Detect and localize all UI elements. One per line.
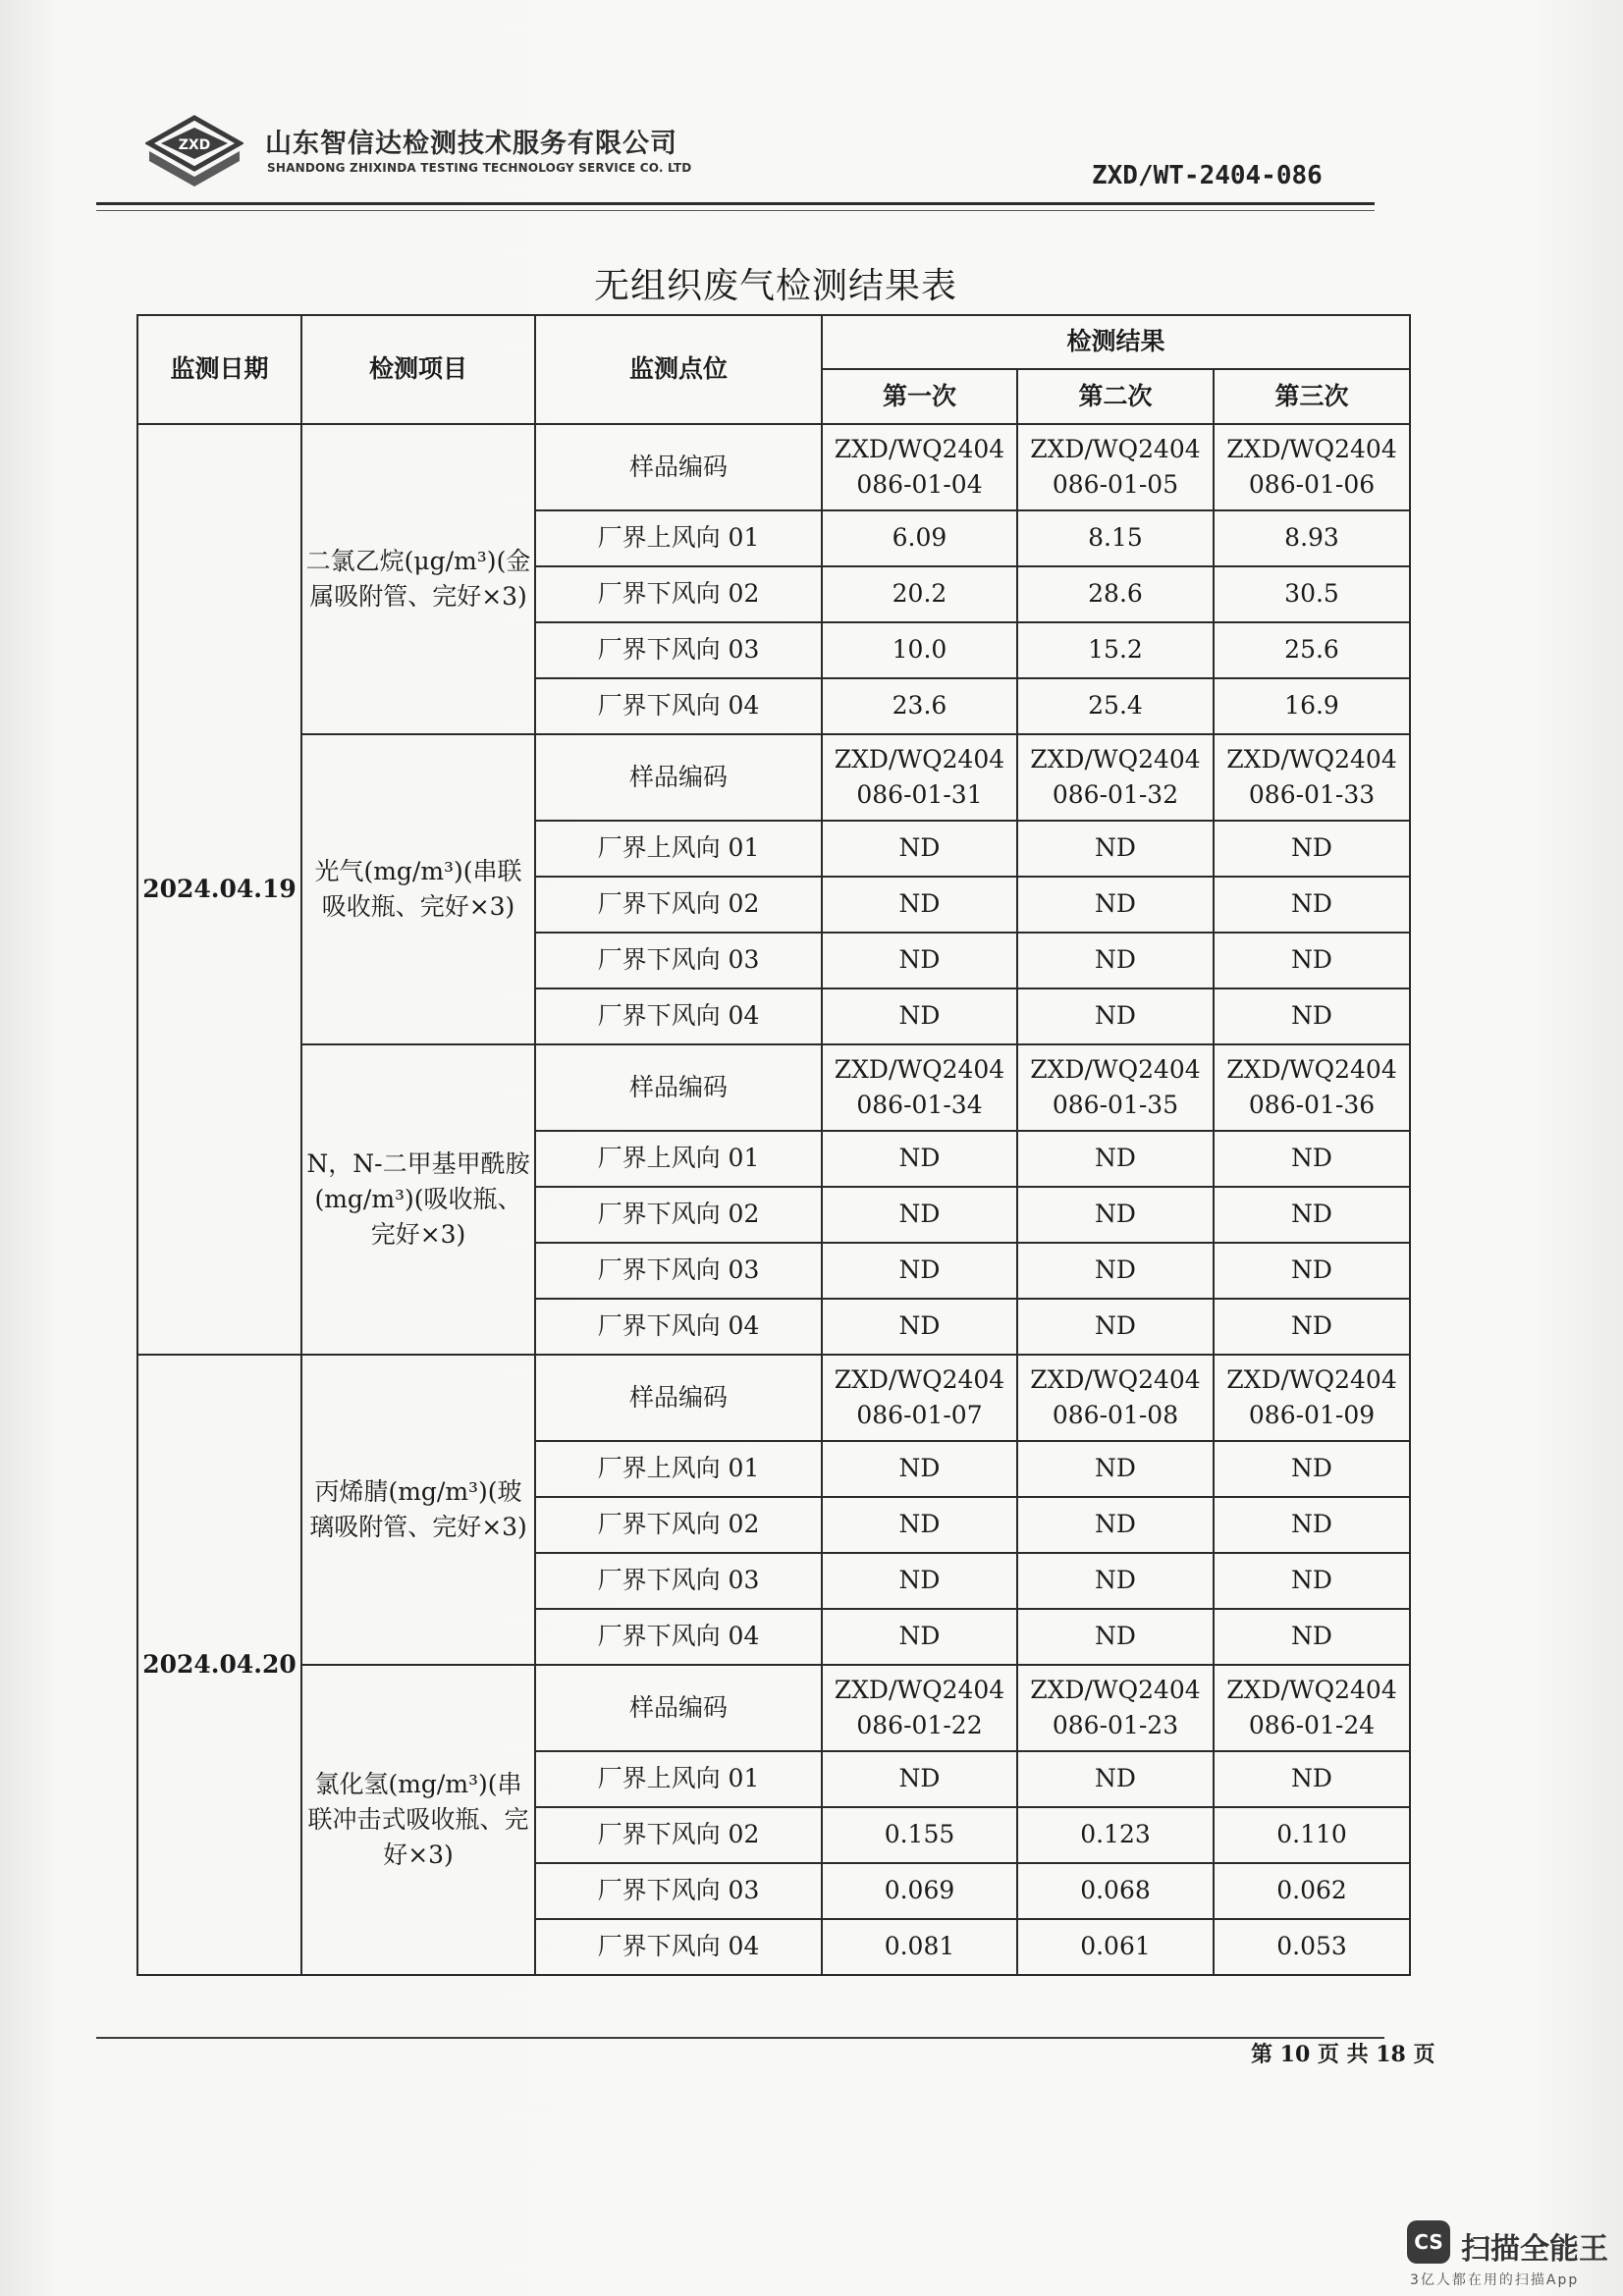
monitoring-point: 厂界下风向 04	[535, 988, 822, 1044]
test-item: 丙烯腈(mg/m³)(玻璃吸附管、完好×3)	[301, 1355, 535, 1665]
result-value: ND	[1214, 1187, 1410, 1243]
header-point: 监测点位	[535, 315, 822, 424]
monitoring-point: 厂界上风向 01	[535, 821, 822, 877]
result-value: 0.061	[1017, 1919, 1214, 1975]
scanner-app-name: 扫描全能王	[1461, 2232, 1608, 2267]
result-value: ND	[1214, 821, 1410, 877]
result-value: ND	[1214, 877, 1410, 933]
test-item: N，N-二甲基甲酰胺(mg/m³)(吸收瓶、完好×3)	[301, 1044, 535, 1355]
monitoring-point: 厂界下风向 04	[535, 1299, 822, 1355]
result-value: 23.6	[822, 678, 1017, 734]
sample-code: ZXD/WQ2404 086-01-36	[1214, 1044, 1410, 1131]
monitoring-point: 厂界下风向 02	[535, 1807, 822, 1863]
monitoring-point: 厂界下风向 03	[535, 622, 822, 678]
sample-code-label: 样品编码	[535, 424, 822, 510]
company-name-cn: 山东智信达检测技术服务有限公司	[265, 129, 677, 159]
scanner-tagline: 3亿人都在用的扫描App	[1410, 2272, 1580, 2288]
sample-code-label: 样品编码	[535, 1665, 822, 1751]
result-value: ND	[1017, 988, 1214, 1044]
result-value: ND	[1214, 1751, 1410, 1807]
monitoring-point: 厂界下风向 02	[535, 1187, 822, 1243]
result-value: 28.6	[1017, 566, 1214, 622]
sample-code: ZXD/WQ2404 086-01-05	[1017, 424, 1214, 510]
monitoring-date: 2024.04.20	[137, 1355, 301, 1975]
report-number: ZXD/WT-2404-086	[1092, 161, 1323, 190]
test-item: 二氯乙烷(μg/m³)(金属吸附管、完好×3)	[301, 424, 535, 734]
monitoring-point: 厂界下风向 04	[535, 1919, 822, 1975]
result-value: ND	[822, 1609, 1017, 1665]
sample-code: ZXD/WQ2404 086-01-08	[1017, 1355, 1214, 1441]
sample-code: ZXD/WQ2404 086-01-31	[822, 734, 1017, 821]
sample-code-row	[137, 1665, 1410, 1751]
sample-code: ZXD/WQ2404 086-01-32	[1017, 734, 1214, 821]
result-value: ND	[1017, 877, 1214, 933]
scanner-logo-icon: CS	[1407, 2220, 1450, 2264]
result-value: ND	[1214, 1609, 1410, 1665]
result-value: 0.062	[1214, 1863, 1410, 1919]
test-item: 氯化氢(mg/m³)(串联冲击式吸收瓶、完好×3)	[301, 1665, 535, 1975]
monitoring-point: 厂界下风向 03	[535, 1553, 822, 1609]
result-value: 15.2	[1017, 622, 1214, 678]
monitoring-date: 2024.04.19	[137, 424, 301, 1355]
result-value: ND	[1214, 1553, 1410, 1609]
result-value: ND	[1017, 1187, 1214, 1243]
header-item: 检测项目	[301, 315, 535, 424]
results-table	[136, 314, 1411, 1976]
sample-code-row	[137, 734, 1410, 821]
result-value: 6.09	[822, 510, 1017, 566]
monitoring-point: 厂界下风向 02	[535, 877, 822, 933]
sample-code: ZXD/WQ2404 086-01-24	[1214, 1665, 1410, 1751]
monitoring-point: 厂界上风向 01	[535, 1131, 822, 1187]
sample-code: ZXD/WQ2404 086-01-35	[1017, 1044, 1214, 1131]
table-title: 无组织废气检测结果表	[593, 266, 957, 306]
result-value: ND	[822, 933, 1017, 988]
result-value: ND	[1017, 1751, 1214, 1807]
sample-code-label: 样品编码	[535, 1044, 822, 1131]
header-run-1: 第一次	[822, 369, 1017, 424]
result-value: ND	[1214, 1441, 1410, 1497]
result-value: 20.2	[822, 566, 1017, 622]
header-run-3: 第三次	[1214, 369, 1410, 424]
result-value: 25.4	[1017, 678, 1214, 734]
result-value: 8.15	[1017, 510, 1214, 566]
sample-code: ZXD/WQ2404 086-01-33	[1214, 734, 1410, 821]
footer-rule	[96, 2037, 1384, 2039]
logo-text: ZXD	[178, 137, 211, 153]
result-value: 0.081	[822, 1919, 1017, 1975]
header-date: 监测日期	[137, 315, 301, 424]
company-logo-icon	[145, 114, 243, 194]
sample-code: ZXD/WQ2404 086-01-23	[1017, 1665, 1214, 1751]
result-value: ND	[1214, 933, 1410, 988]
result-value: ND	[822, 1187, 1017, 1243]
header-run-2: 第二次	[1017, 369, 1214, 424]
monitoring-point: 厂界下风向 03	[535, 1243, 822, 1299]
result-value: 25.6	[1214, 622, 1410, 678]
monitoring-point: 厂界下风向 04	[535, 678, 822, 734]
sample-code: ZXD/WQ2404 086-01-22	[822, 1665, 1017, 1751]
result-value: 0.110	[1214, 1807, 1410, 1863]
result-value: ND	[822, 1299, 1017, 1355]
monitoring-point: 厂界上风向 01	[535, 510, 822, 566]
sample-code-label: 样品编码	[535, 1355, 822, 1441]
result-value: ND	[1017, 1299, 1214, 1355]
result-value: ND	[1017, 1609, 1214, 1665]
result-value: 16.9	[1214, 678, 1410, 734]
header-row	[137, 315, 1410, 369]
header-results: 检测结果	[822, 315, 1410, 369]
monitoring-point: 厂界上风向 01	[535, 1751, 822, 1807]
result-value: ND	[822, 1243, 1017, 1299]
page-number: 第 10 页 共 18 页	[1251, 2042, 1435, 2067]
result-value: 8.93	[1214, 510, 1410, 566]
result-value: ND	[822, 1553, 1017, 1609]
result-value: ND	[1017, 1497, 1214, 1553]
result-value: 30.5	[1214, 566, 1410, 622]
result-value: ND	[822, 1441, 1017, 1497]
sample-code: ZXD/WQ2404 086-01-34	[822, 1044, 1017, 1131]
test-item: 光气(mg/m³)(串联吸收瓶、完好×3)	[301, 734, 535, 1044]
sample-code-row	[137, 424, 1410, 510]
header-rule-thick	[96, 202, 1375, 205]
monitoring-point: 厂界下风向 02	[535, 566, 822, 622]
result-value: 0.123	[1017, 1807, 1214, 1863]
result-value: ND	[1017, 933, 1214, 988]
result-value: 0.053	[1214, 1919, 1410, 1975]
header-rule-thin	[96, 210, 1375, 211]
result-value: ND	[1214, 1131, 1410, 1187]
result-value: 0.068	[1017, 1863, 1214, 1919]
sample-code: ZXD/WQ2404 086-01-07	[822, 1355, 1017, 1441]
result-value: ND	[822, 821, 1017, 877]
sample-code-label: 样品编码	[535, 734, 822, 821]
monitoring-point: 厂界下风向 03	[535, 1863, 822, 1919]
result-value: ND	[822, 1751, 1017, 1807]
sample-code-row	[137, 1044, 1410, 1131]
result-value: ND	[1214, 1299, 1410, 1355]
monitoring-point: 厂界下风向 04	[535, 1609, 822, 1665]
result-value: ND	[1017, 1553, 1214, 1609]
sample-code: ZXD/WQ2404 086-01-06	[1214, 424, 1410, 510]
sample-code: ZXD/WQ2404 086-01-04	[822, 424, 1017, 510]
company-name-en: SHANDONG ZHIXINDA TESTING TECHNOLOGY SERVICE CO. LTD	[267, 161, 692, 175]
result-value: ND	[1017, 821, 1214, 877]
result-value: ND	[1214, 1243, 1410, 1299]
result-value: 10.0	[822, 622, 1017, 678]
monitoring-point: 厂界上风向 01	[535, 1441, 822, 1497]
sample-code: ZXD/WQ2404 086-01-09	[1214, 1355, 1410, 1441]
monitoring-point: 厂界下风向 03	[535, 933, 822, 988]
monitoring-point: 厂界下风向 02	[535, 1497, 822, 1553]
result-value: ND	[1214, 1497, 1410, 1553]
result-value: ND	[1017, 1441, 1214, 1497]
result-value: 0.155	[822, 1807, 1017, 1863]
sample-code-row	[137, 1355, 1410, 1441]
result-value: ND	[822, 988, 1017, 1044]
result-value: ND	[822, 877, 1017, 933]
result-value: ND	[1017, 1131, 1214, 1187]
result-value: ND	[822, 1497, 1017, 1553]
result-value: 0.069	[822, 1863, 1017, 1919]
result-value: ND	[1214, 988, 1410, 1044]
result-value: ND	[822, 1131, 1017, 1187]
result-value: ND	[1017, 1243, 1214, 1299]
